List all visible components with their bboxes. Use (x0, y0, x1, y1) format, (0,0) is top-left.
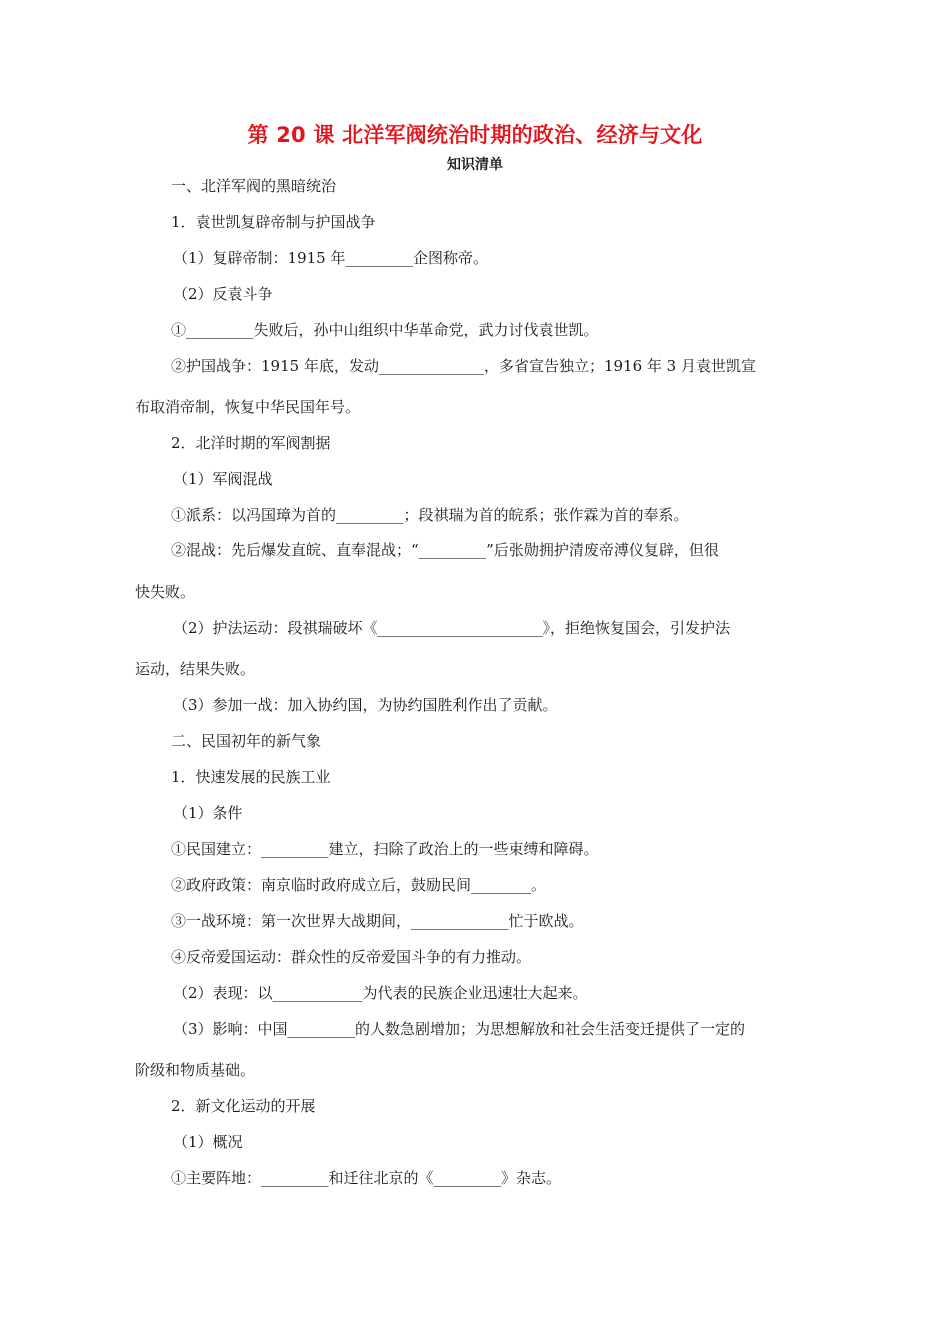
paragraph-line: （3）影响：中国_________的人数急剧增加；为思想解放和社会生活变迁提供了一定的 (173, 1020, 746, 1038)
document-title: 第 20 课 北洋军阀统治时期的政治、经济与文化 (247, 123, 703, 147)
paragraph-line: ②政府政策：南京临时政府成立后，鼓励民间________。 (171, 876, 547, 894)
paragraph-line: （3）参加一战：加入协约国，为协约国胜利作出了贡献。 (173, 696, 558, 714)
topic-heading: 1．快速发展的民族工业 (171, 768, 331, 786)
paragraph-line: 快失败。 (135, 583, 196, 601)
paragraph-line: ①民国建立：_________建立，扫除了政治上的一些束缚和障碍。 (171, 840, 599, 858)
paragraph-line: （1）条件 (173, 804, 243, 822)
paragraph-line: ①_________失败后，孙中山组织中华革命党，武力讨伐袁世凯。 (171, 321, 599, 339)
paragraph-line: （1）军阀混战 (173, 470, 273, 488)
paragraph-line: （1）概况 (173, 1133, 243, 1151)
paragraph-line: （1）复辟帝制：1915 年_________企图称帝。 (173, 249, 488, 267)
paragraph-line: ③一战环境：第一次世界大战期间，_____________忙于欧战。 (171, 912, 584, 930)
paragraph-line: ①派系：以冯国璋为首的_________；段祺瑞为首的皖系；张作霖为首的奉系。 (171, 506, 689, 524)
topic-heading: 2．新文化运动的开展 (171, 1097, 316, 1115)
topic-heading: 2．北洋时期的军阀割据 (171, 434, 331, 452)
paragraph-line: ①主要阵地：_________和迁往北京的《_________》杂志。 (171, 1169, 562, 1187)
section-heading-1: 一、北洋军阀的黑暗统治 (171, 177, 337, 195)
paragraph-line: ②混战：先后爆发直皖、直奉混战；“_________”后张勋拥护清废帝溥仪复辟，但很 (171, 541, 719, 559)
topic-heading: 1．袁世凯复辟帝制与护国战争 (171, 213, 376, 231)
paragraph-line: 布取消帝制，恢复中华民国年号。 (135, 398, 361, 416)
paragraph-line: （2）护法运动：段祺瑞破坏《______________________》，拒绝恢复国会，引发护法 (173, 619, 731, 637)
paragraph-line: （2）表现：以____________为代表的民族企业迅速壮大起来。 (173, 984, 588, 1002)
paragraph-line: 阶级和物质基础。 (135, 1061, 256, 1079)
paragraph-line: 运动，结果失败。 (135, 660, 256, 678)
paragraph-line: （2）反袁斗争 (173, 285, 273, 303)
paragraph-line: ②护国战争：1915 年底，发动______________，多省宣告独立；1916 年 3 月袁世凯宣 (171, 357, 756, 375)
paragraph-line: ④反帝爱国运动：群众性的反帝爱国斗争的有力推动。 (171, 948, 532, 966)
section-heading-2: 二、民国初年的新气象 (171, 732, 322, 750)
section-heading: 知识清单 (447, 157, 503, 173)
